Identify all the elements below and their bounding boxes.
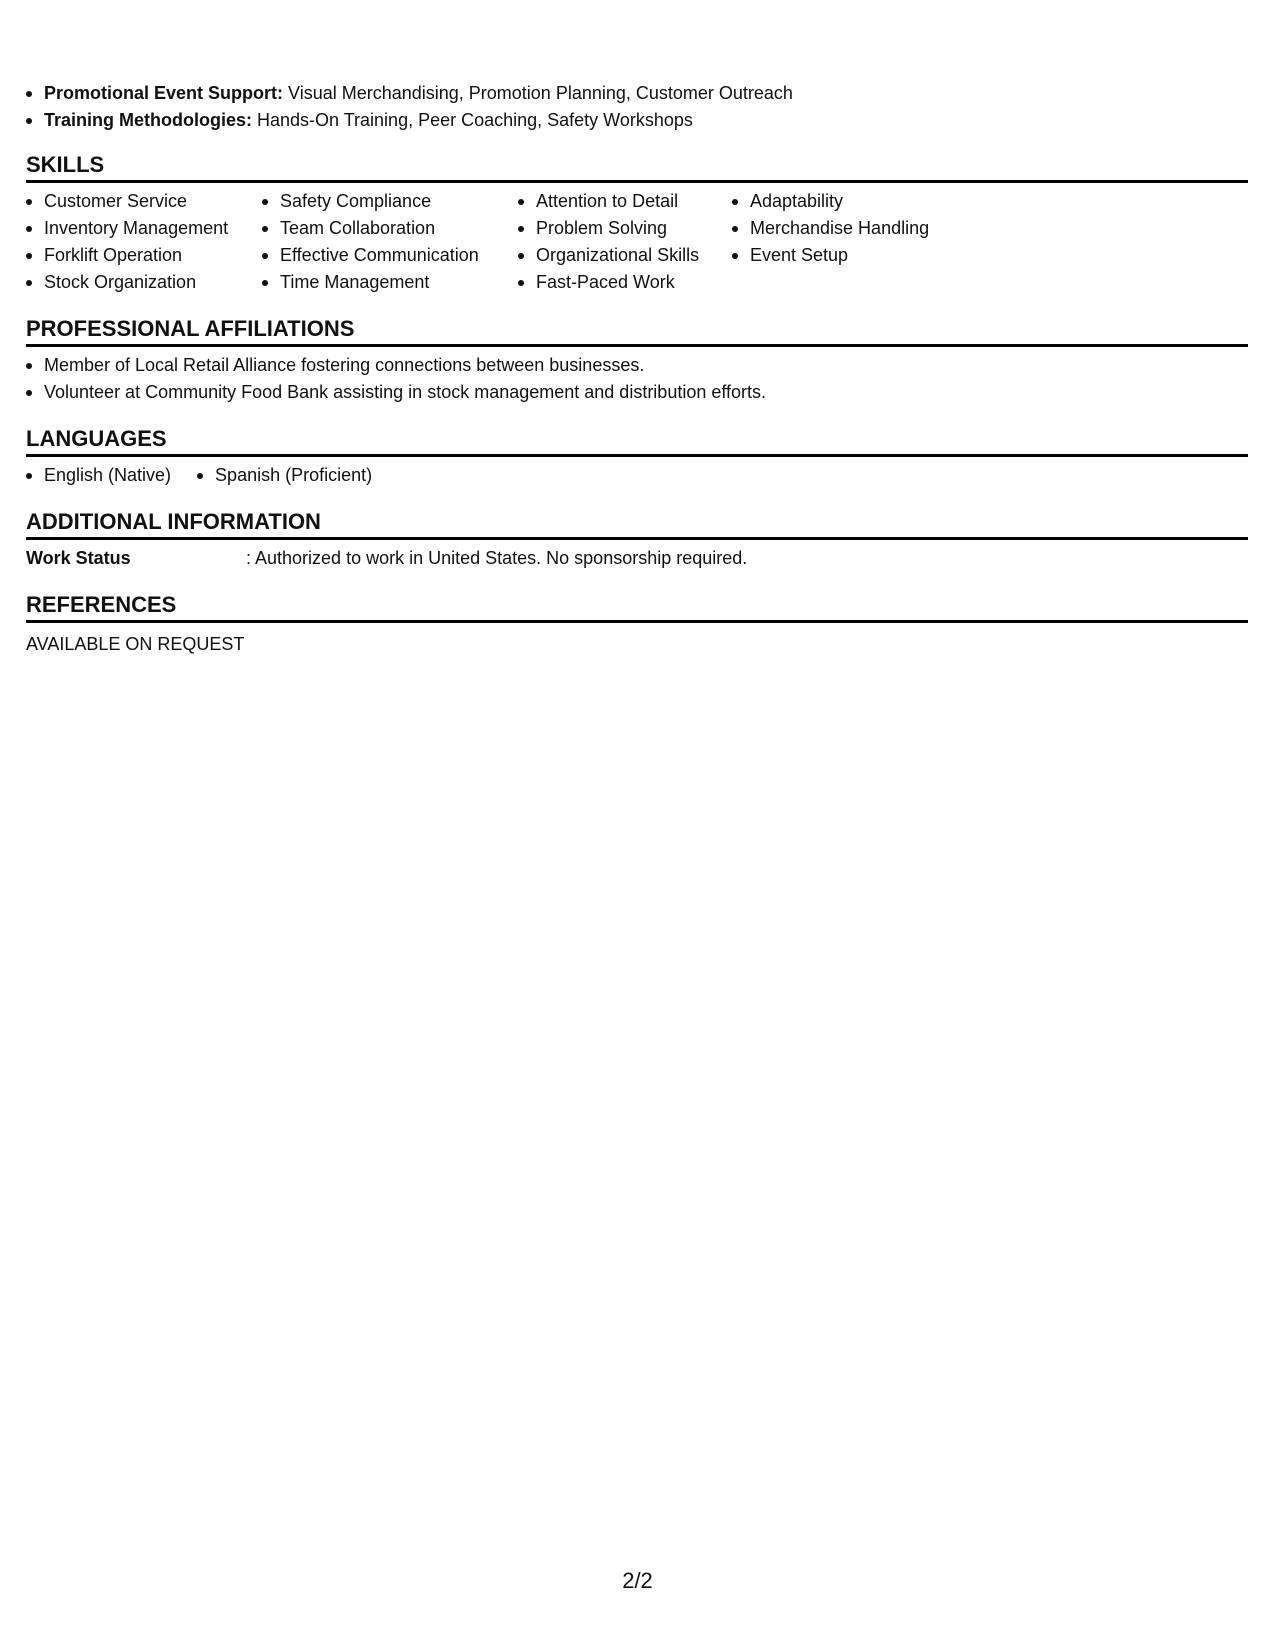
- languages-list: [26, 462, 1248, 489]
- list-item: Volunteer at Community Food Bank assisting in stock management and distribution efforts.: [26, 379, 1248, 406]
- skill-item: Inventory Management: [26, 215, 262, 242]
- expertise-list: [26, 80, 1248, 134]
- item-label: Training Methodologies:: [44, 110, 252, 130]
- skills-column: [262, 188, 518, 296]
- language-item: Spanish (Proficient): [197, 462, 372, 489]
- skill-item: Safety Compliance: [262, 188, 518, 215]
- skill-item: Adaptability: [732, 188, 972, 215]
- list-item: [26, 80, 1248, 107]
- references-text: AVAILABLE ON REQUEST: [26, 634, 245, 654]
- skills-column: [518, 188, 732, 296]
- skill-item: Stock Organization: [26, 269, 262, 296]
- skill-item: Team Collaboration: [262, 215, 518, 242]
- work-status-row: [26, 545, 1248, 572]
- language-item: English (Native): [26, 462, 171, 489]
- languages-heading: LANGUAGES: [26, 426, 1248, 457]
- skill-item: Event Setup: [732, 242, 972, 269]
- skill-item: Forklift Operation: [26, 242, 262, 269]
- item-label: Promotional Event Support:: [44, 83, 284, 103]
- skills-grid: [26, 188, 1248, 296]
- references-heading: REFERENCES: [26, 592, 1248, 623]
- skill-item: Attention to Detail: [518, 188, 732, 215]
- skills-column: [732, 188, 972, 296]
- skills-heading: SKILLS: [26, 152, 1248, 183]
- skills-column: [26, 188, 262, 296]
- skill-item: Fast-Paced Work: [518, 269, 732, 296]
- affiliations-list: [26, 352, 1248, 406]
- work-status-value: : Authorized to work in United States. No sponsorship required.: [246, 548, 748, 568]
- item-text: Visual Merchandising, Promotion Planning, Customer Outreach: [283, 83, 793, 103]
- skill-item: Merchandise Handling: [732, 215, 972, 242]
- skill-item: Time Management: [262, 269, 518, 296]
- skill-item: Customer Service: [26, 188, 262, 215]
- skill-item: Effective Communication: [262, 242, 518, 269]
- additional-info-heading: ADDITIONAL INFORMATION: [26, 509, 1248, 540]
- list-item: Member of Local Retail Alliance fostering connections between businesses.: [26, 352, 1248, 379]
- affiliations-heading: PROFESSIONAL AFFILIATIONS: [26, 316, 1248, 347]
- list-item: [26, 107, 1248, 134]
- skill-item: Organizational Skills: [518, 242, 732, 269]
- work-status-label: Work Status: [26, 548, 131, 568]
- page-number: 2/2: [622, 1568, 653, 1593]
- resume-page: [26, 80, 1248, 658]
- item-text: Hands-On Training, Peer Coaching, Safety Workshops: [252, 110, 693, 130]
- skill-item: Problem Solving: [518, 215, 732, 242]
